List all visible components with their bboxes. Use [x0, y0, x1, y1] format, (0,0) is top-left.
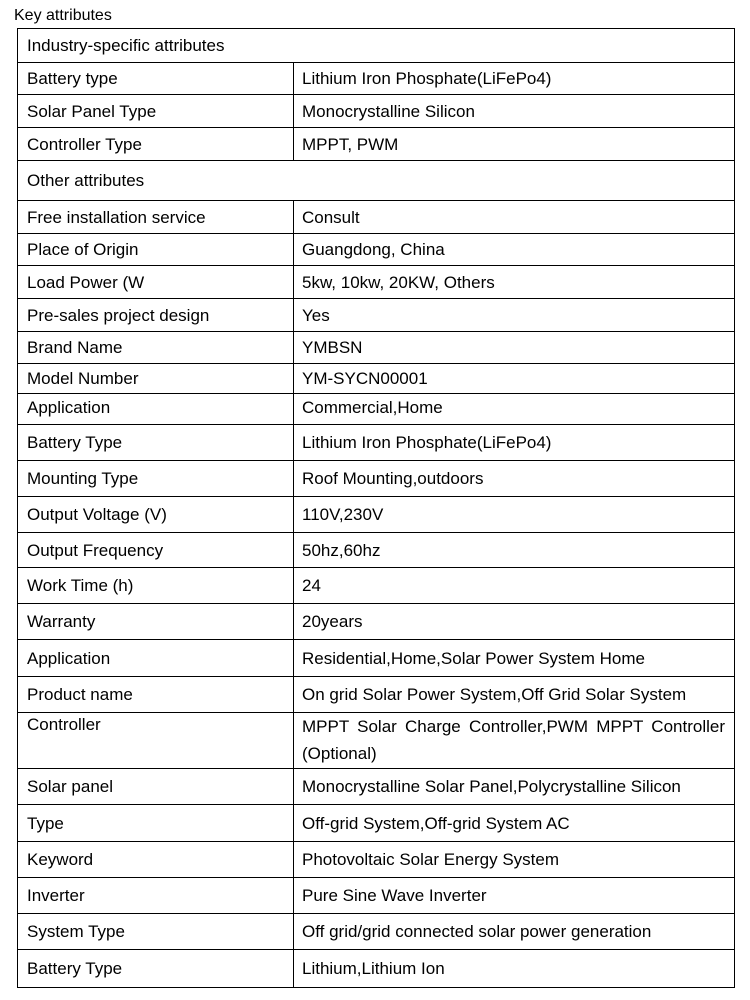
attribute-value: Residential,Home,Solar Power System Home [294, 640, 735, 677]
table-row [18, 95, 735, 128]
attribute-label: Solar Panel Type [18, 95, 294, 128]
attribute-label: Inverter [18, 878, 294, 914]
table-row [18, 425, 735, 461]
section-header-row [18, 161, 735, 201]
attribute-label: Place of Origin [18, 234, 294, 266]
table-row [18, 769, 735, 805]
attribute-value: YM-SYCN00001 [294, 364, 735, 394]
table-row [18, 364, 735, 394]
table-row [18, 604, 735, 640]
table-row [18, 201, 735, 234]
table-row [18, 497, 735, 533]
attribute-label: Model Number [18, 364, 294, 394]
attribute-label: Battery type [18, 63, 294, 95]
page-title: Key attributes [14, 7, 112, 24]
attribute-label: Warranty [18, 604, 294, 640]
attribute-value: On grid Solar Power System,Off Grid Solar System [294, 677, 735, 713]
attribute-value: 5kw, 10kw, 20KW, Others [294, 266, 735, 299]
table-row [18, 332, 735, 364]
table-row [18, 677, 735, 713]
attribute-label: Controller Type [18, 128, 294, 161]
attribute-label: Type [18, 805, 294, 842]
attribute-label: Brand Name [18, 332, 294, 364]
attribute-value: Commercial,Home [294, 394, 735, 425]
attribute-label: Free installation service [18, 201, 294, 234]
attribute-label: Output Voltage (V) [18, 497, 294, 533]
section-header-row [18, 29, 735, 63]
section-heading: Other attributes [18, 161, 735, 201]
key-attributes-table [17, 28, 735, 988]
table-row [18, 842, 735, 878]
table-row [18, 128, 735, 161]
attribute-label: Load Power (W [18, 266, 294, 299]
table-row [18, 266, 735, 299]
attribute-value: Roof Mounting,outdoors [294, 461, 735, 497]
attribute-value: YMBSN [294, 332, 735, 364]
attribute-label: Work Time (h) [18, 568, 294, 604]
attribute-label: Keyword [18, 842, 294, 878]
table-row [18, 805, 735, 842]
table-row [18, 568, 735, 604]
attribute-label: Application [18, 394, 294, 425]
table-row [18, 640, 735, 677]
table-row [18, 299, 735, 332]
attribute-label: Controller [18, 713, 294, 769]
table-row [18, 914, 735, 950]
attribute-value: 24 [294, 568, 735, 604]
attribute-label: Battery Type [18, 950, 294, 988]
table-row [18, 713, 735, 769]
table-row [18, 533, 735, 568]
attribute-value: MPPT, PWM [294, 128, 735, 161]
attribute-label: Battery Type [18, 425, 294, 461]
attribute-value: Lithium Iron Phosphate(LiFePo4) [294, 63, 735, 95]
attribute-value: 50hz,60hz [294, 533, 735, 568]
section-heading: Industry-specific attributes [18, 29, 735, 63]
attribute-value: Consult [294, 201, 735, 234]
attribute-value: Lithium,Lithium Ion [294, 950, 735, 988]
attribute-value: Off grid/grid connected solar power generation [294, 914, 735, 950]
attribute-value: Guangdong, China [294, 234, 735, 266]
attribute-value: Photovoltaic Solar Energy System [294, 842, 735, 878]
attribute-label: Product name [18, 677, 294, 713]
attribute-value: 110V,230V [294, 497, 735, 533]
attribute-label: System Type [18, 914, 294, 950]
attribute-value: Monocrystalline Silicon [294, 95, 735, 128]
table-row [18, 63, 735, 95]
attribute-label: Mounting Type [18, 461, 294, 497]
attribute-value: Monocrystalline Solar Panel,Polycrystalline Silicon [294, 769, 735, 805]
attribute-value: Yes [294, 299, 735, 332]
table-row [18, 878, 735, 914]
attribute-value: 20years [294, 604, 735, 640]
attribute-label: Pre-sales project design [18, 299, 294, 332]
table-row [18, 234, 735, 266]
attribute-value: Off-grid System,Off-grid System AC [294, 805, 735, 842]
table-row [18, 950, 735, 988]
table-row [18, 394, 735, 425]
attribute-label: Output Frequency [18, 533, 294, 568]
table-row [18, 461, 735, 497]
attribute-value: Lithium Iron Phosphate(LiFePo4) [294, 425, 735, 461]
attribute-label: Solar panel [18, 769, 294, 805]
attribute-value: MPPT Solar Charge Controller,PWM MPPT Controller (Optional) [294, 713, 735, 769]
attribute-label: Application [18, 640, 294, 677]
attribute-value: Pure Sine Wave Inverter [294, 878, 735, 914]
